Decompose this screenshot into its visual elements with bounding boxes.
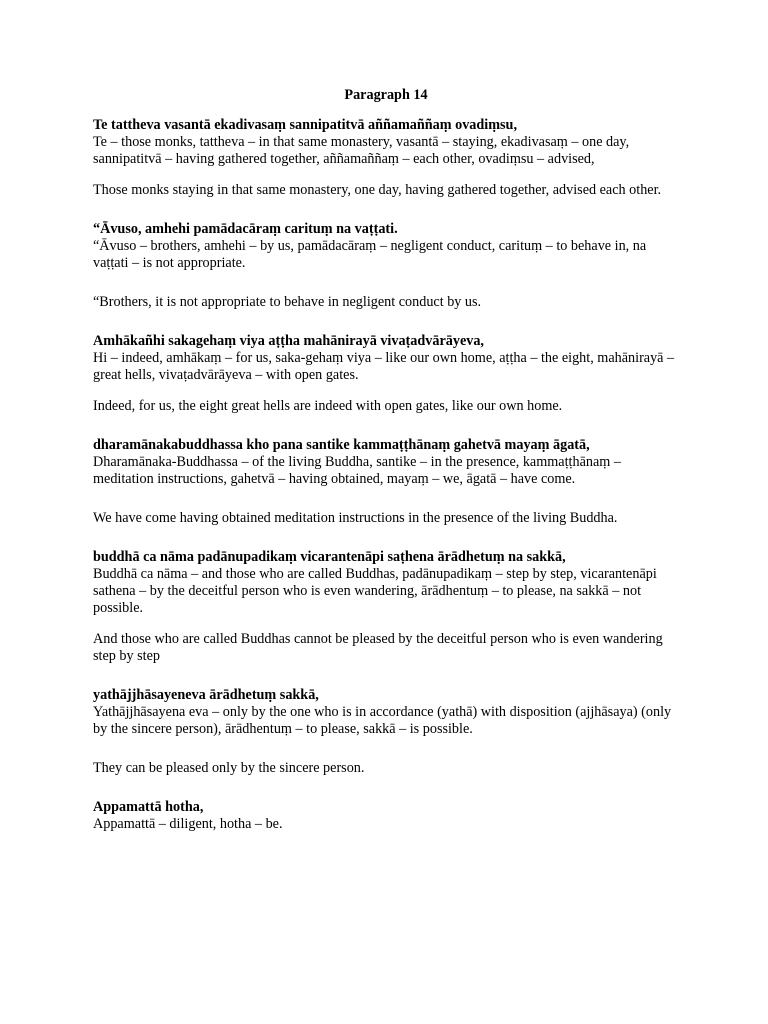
verse-block: [93, 799, 679, 833]
word-gloss: Dharamānaka-Buddhassa – of the living Buddha, santike – in the presence, kammaṭṭhānaṃ – meditation instructions, gahetvā – having obtained, mayaṃ – we, āgatā – have come.: [93, 454, 621, 487]
word-gloss: Appamattā – diligent, hotha – be.: [93, 816, 283, 832]
page-title: Paragraph 14: [344, 87, 428, 103]
word-gloss: “Āvuso – brothers, amhehi – by us, pamādacāraṃ – negligent conduct, carituṃ – to behave in, na vaṭṭati – is not appropriate.: [93, 238, 647, 271]
translation: Those monks staying in that same monastery, one day, having gathered together, advised each other.: [93, 182, 662, 198]
word-gloss: Hi – indeed, amhākaṃ – for us, saka-gehaṃ viya – like our own home, aṭṭha – the eight, mahānirayā – great hells, vivaṭadvārāyeva – with open gates.: [93, 350, 675, 383]
pali-line: Te tattheva vasantā ekadivasaṃ sannipatitvā aññamaññaṃ ovadiṃsu,: [93, 117, 517, 133]
word-gloss: Yathājjhāsayena eva – only by the one who is in accordance (yathā) with disposition (ajjhāsaya) (only by the sincere person), ārādhentuṃ – to please, sakkā – is possible.: [93, 704, 672, 737]
word-gloss: Buddhā ca nāma – and those who are called Buddhas, padānupadikaṃ – step by step, vicarantenāpi sathena – by the deceitful person who is even wandering, ārādhentuṃ – to please, na sakkā – not possible.: [93, 566, 657, 616]
verse-block: [93, 221, 679, 311]
pali-line: dharamānakabuddhassa kho pana santike kammaṭṭhānaṃ gahetvā mayaṃ āgatā,: [93, 437, 590, 453]
pali-line: buddhā ca nāma padānupadikaṃ vicarantenāpi saṭhena ārādhetuṃ na sakkā,: [93, 549, 566, 565]
pali-line: Amhākañhi sakagehaṃ viya aṭṭha mahānirayā vivaṭadvārāyeva,: [93, 333, 484, 349]
verse-block: [93, 549, 679, 665]
translation: Indeed, for us, the eight great hells are indeed with open gates, like our own home.: [93, 398, 563, 414]
translation: We have come having obtained meditation instructions in the presence of the living Buddha.: [93, 510, 618, 526]
word-gloss: Te – those monks, tattheva – in that same monastery, vasantā – staying, ekadivasaṃ – one day, sannipatitvā – having gathered together, aññamaññaṃ – each other, ovadiṃsu – advised,: [93, 134, 630, 167]
pali-line: yathājjhāsayeneva ārādhetuṃ sakkā,: [93, 687, 319, 703]
pali-line: Appamattā hotha,: [93, 799, 204, 815]
translation: And those who are called Buddhas cannot be pleased by the deceitful person who is even wandering step by step: [93, 631, 663, 664]
translation: “Brothers, it is not appropriate to behave in negligent conduct by us.: [93, 294, 482, 310]
pali-line: “Āvuso, amhehi pamādacāraṃ carituṃ na vaṭṭati.: [93, 221, 398, 237]
translation: They can be pleased only by the sincere person.: [93, 760, 365, 776]
verse-block: [93, 437, 679, 527]
document-page: [93, 87, 679, 847]
verse-block: [93, 333, 679, 415]
verse-block: [93, 687, 679, 777]
verse-block: [93, 117, 679, 199]
